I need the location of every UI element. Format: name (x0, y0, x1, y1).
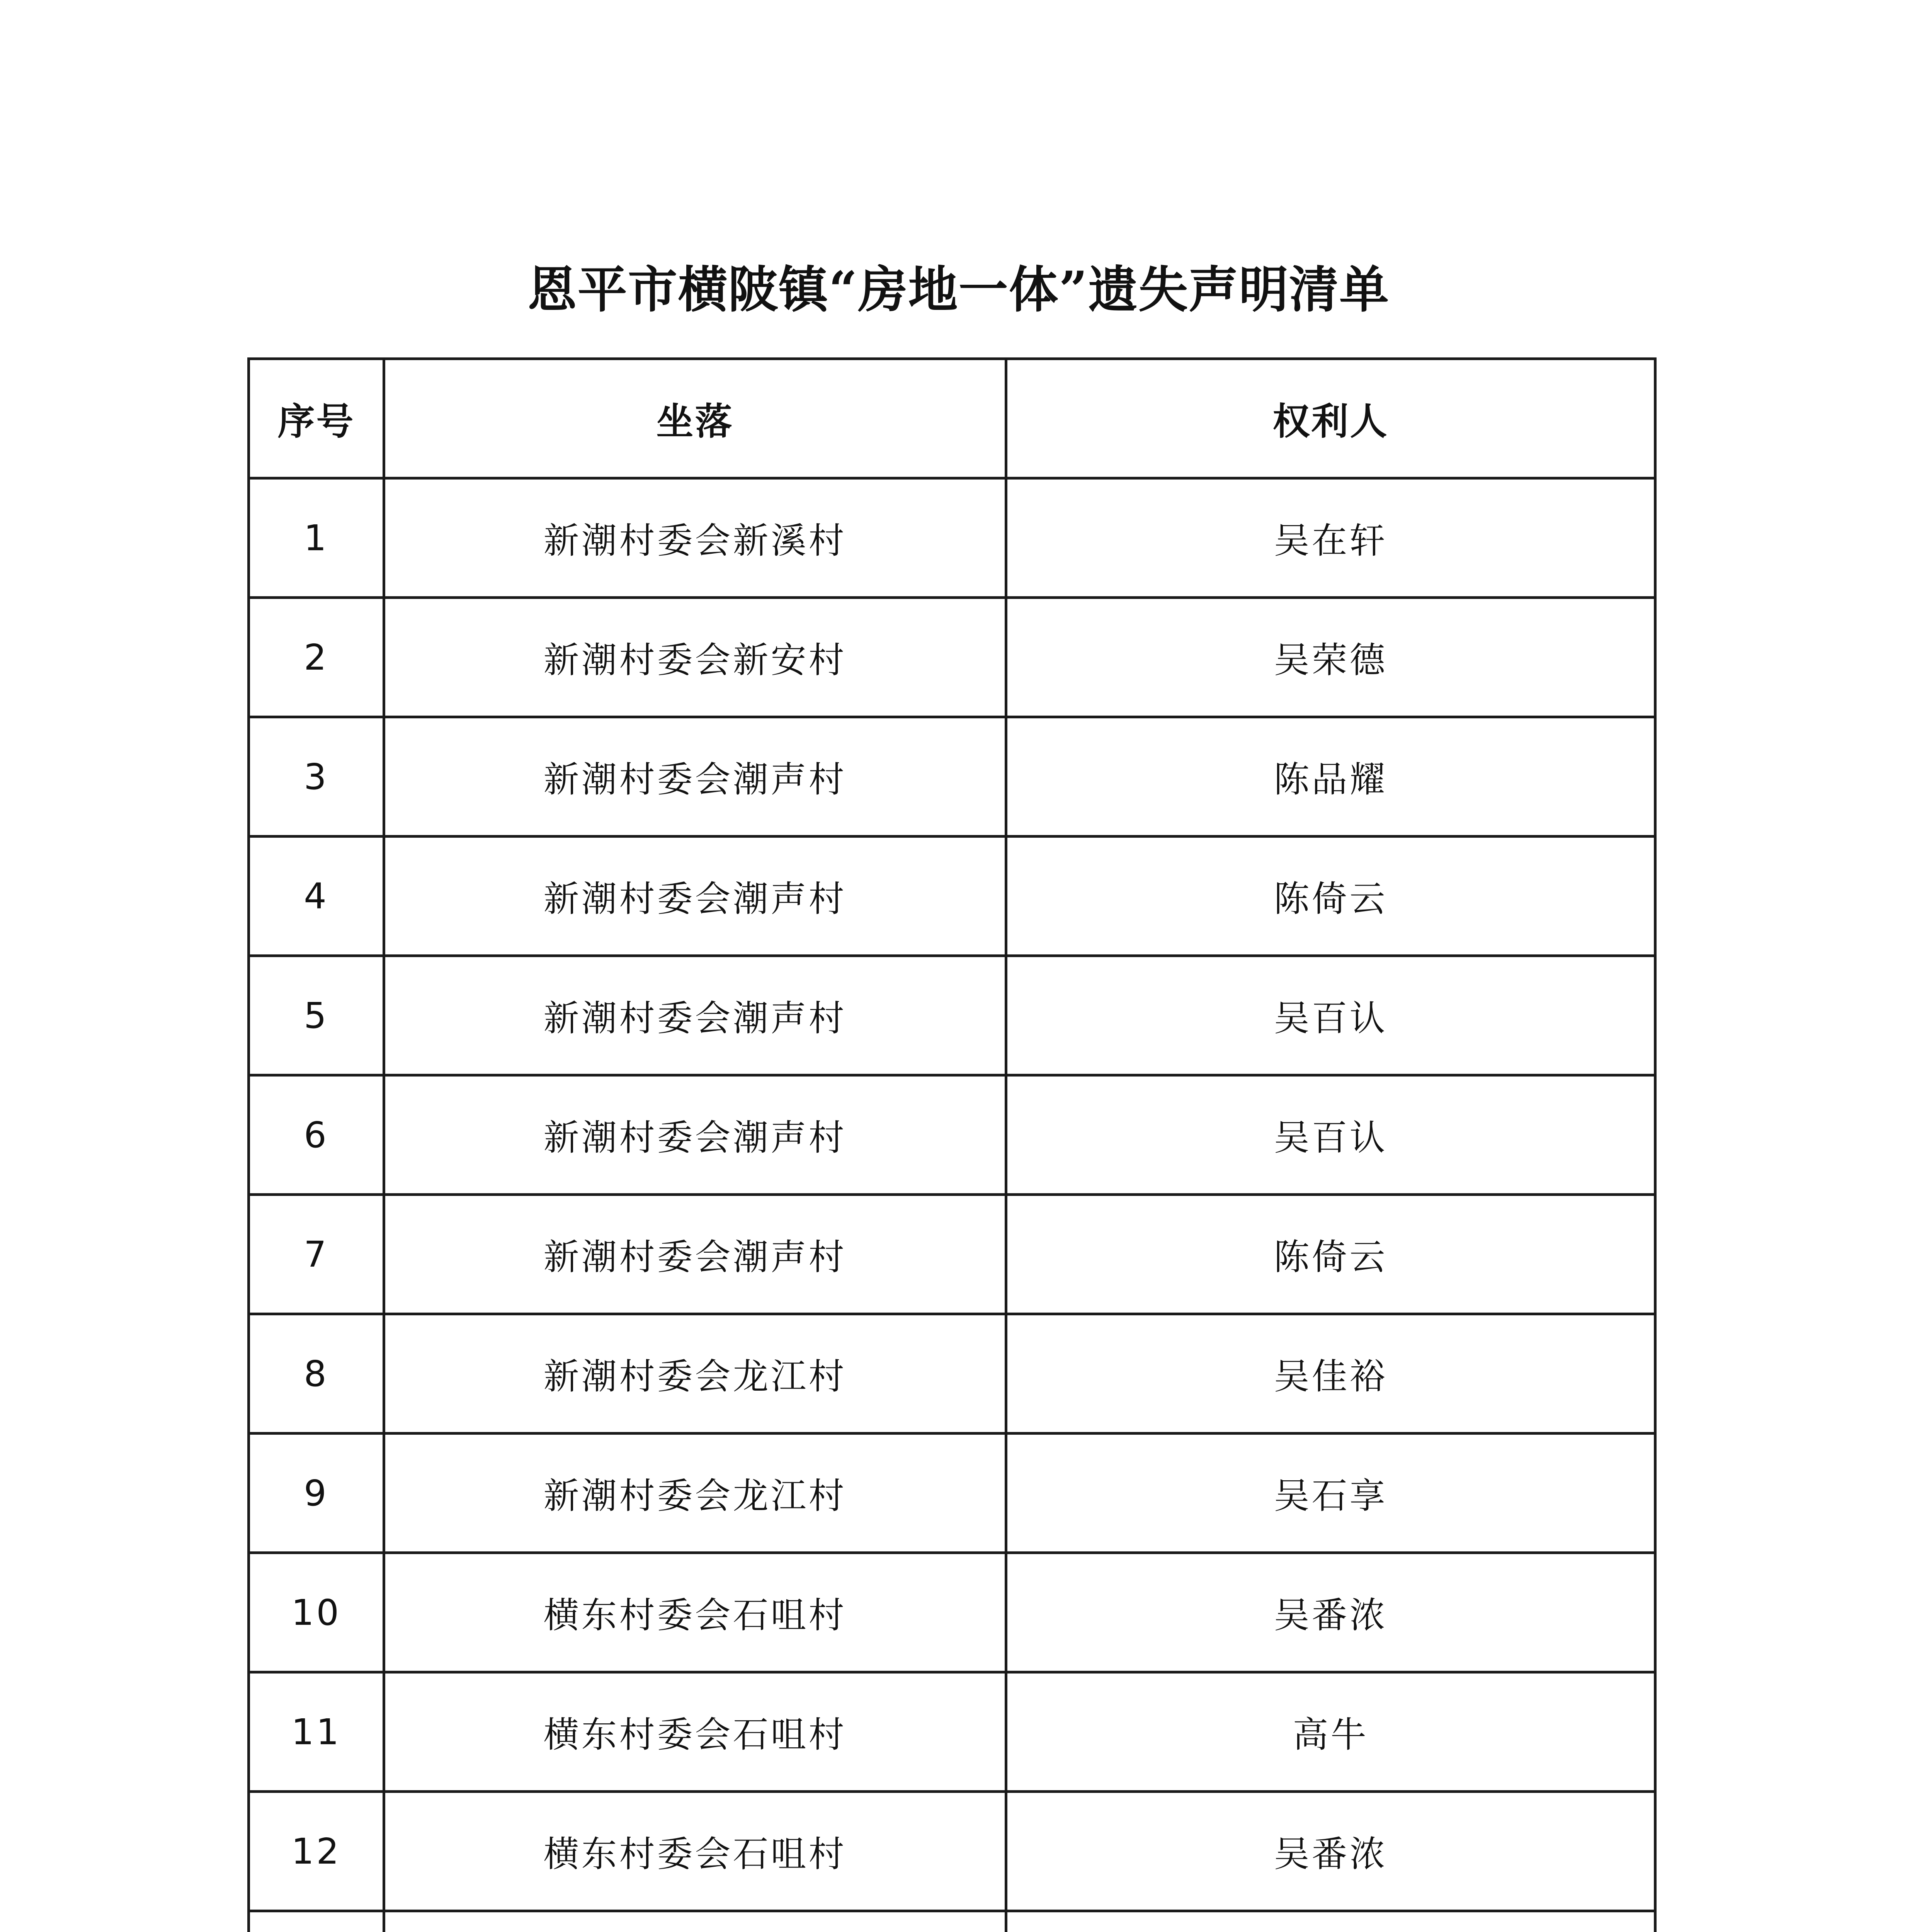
row-index: 8 (249, 1314, 384, 1434)
row-owner: 高牛 (1006, 1672, 1655, 1792)
table-row (249, 1434, 1655, 1553)
table-header (249, 359, 1655, 478)
table-row (249, 956, 1655, 1075)
row-index: 1 (249, 478, 384, 598)
row-owner: 陈倚云 (1006, 837, 1655, 956)
row-location: 横东村委会石咀村 (384, 1672, 1006, 1792)
row-owner: 吴石享 (1006, 1434, 1655, 1553)
row-location: 新潮村委会潮声村 (384, 1195, 1006, 1314)
table-row (249, 717, 1655, 837)
table-body (249, 478, 1655, 1932)
row-location: 横东村委会石咀村 (384, 1553, 1006, 1672)
lost-statement-table (247, 357, 1657, 1932)
row-location: 新潮村委会潮声村 (384, 956, 1006, 1075)
row-location: 新潮村委会潮声村 (384, 837, 1006, 956)
row-owner: 陈倚云 (1006, 1195, 1655, 1314)
row-location: 新潮村委会龙江村 (384, 1434, 1006, 1553)
row-owner: 吴佳裕 (1006, 1314, 1655, 1434)
row-owner: 吴番浓 (1006, 1553, 1655, 1672)
row-owner: 吴番浓 (1006, 1792, 1655, 1911)
row-location: 新潮村委会新安村 (384, 598, 1006, 717)
row-index: 3 (249, 717, 384, 837)
header-owner: 权利人 (1006, 359, 1655, 478)
row-location: 横东村委会石咀村 (384, 1792, 1006, 1911)
table-row (249, 1553, 1655, 1672)
row-index: 11 (249, 1672, 384, 1792)
row-index: 6 (249, 1075, 384, 1195)
row-location: 新潮村委会龙江村 (384, 1314, 1006, 1434)
table-row (249, 1314, 1655, 1434)
row-index (249, 1911, 384, 1932)
table-row (249, 598, 1655, 717)
row-location: 新潮村委会新溪村 (384, 478, 1006, 598)
row-index: 12 (249, 1792, 384, 1911)
table-row (249, 1195, 1655, 1314)
header-index: 序号 (249, 359, 384, 478)
table-row (249, 1672, 1655, 1792)
row-owner (1006, 1911, 1655, 1932)
row-location (384, 1911, 1006, 1932)
row-location: 新潮村委会潮声村 (384, 1075, 1006, 1195)
table-row (249, 1075, 1655, 1195)
header-location: 坐落 (384, 359, 1006, 478)
table-header-row (249, 359, 1655, 478)
table-row (249, 1792, 1655, 1911)
row-owner: 吴在轩 (1006, 478, 1655, 598)
row-index: 9 (249, 1434, 384, 1553)
row-owner: 陈品耀 (1006, 717, 1655, 837)
table-row (249, 1911, 1655, 1932)
row-index: 2 (249, 598, 384, 717)
row-index: 10 (249, 1553, 384, 1672)
document-title: 恩平市横陂镇“房地一体”遗失声明清单 (527, 261, 1390, 319)
row-location: 新潮村委会潮声村 (384, 717, 1006, 837)
table-row (249, 478, 1655, 598)
row-index: 4 (249, 837, 384, 956)
row-index: 5 (249, 956, 384, 1075)
row-owner: 吴百认 (1006, 956, 1655, 1075)
row-index: 7 (249, 1195, 384, 1314)
row-owner: 吴百认 (1006, 1075, 1655, 1195)
row-owner: 吴荣德 (1006, 598, 1655, 717)
table-row (249, 837, 1655, 956)
